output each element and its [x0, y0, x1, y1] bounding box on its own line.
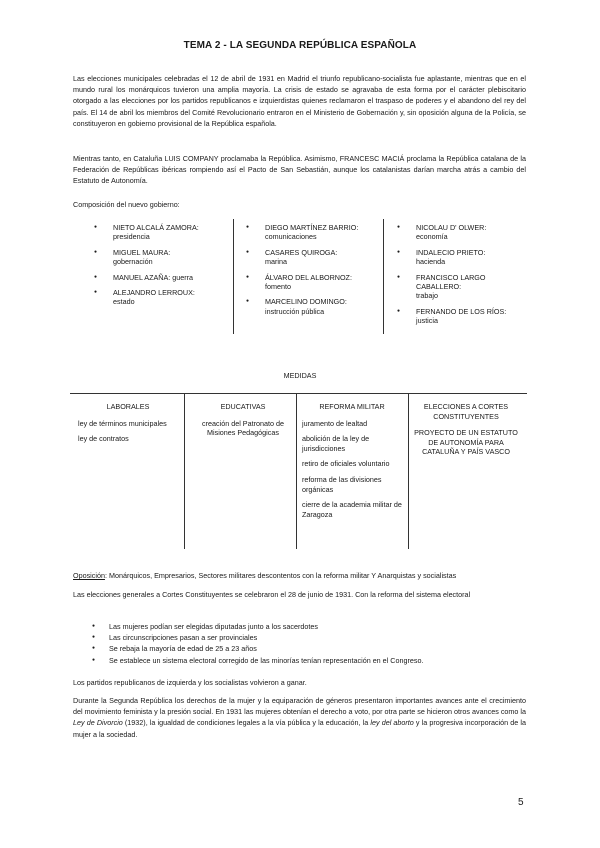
oposicion-text: : Monárquicos, Empresarios, Sectores militares descontentos con la reforma militar Y Anarquistas y socialistas [104, 571, 457, 580]
intro-paragraph: Las elecciones municipales celebradas el 12 de abril de 1931 en Madrid el triunfo republicano-socialista fue aplastante, mientras que en el mundo rural los monárquicos tuvieron una amplia mayoría. La crisis de estado se agravaba de esta forma por el carácter plebiscitario otorgado a las elecciones por los partidos republicanos e izquierdistas quienes reclamaron el traspaso de poderes y el abandono del rey del país. El 14 de abril los miembros del Comité Revolucionario entraron en el Ministerio de Gobernación y, sin oposición alguna de la Policía, se constituyeron en gobierno provisional de la República española. [73, 74, 526, 128]
minister-name: ALEJANDRO LERROUX: [113, 288, 195, 298]
minister-role: marina [265, 257, 287, 267]
medidas-header: REFORMA MILITAR [319, 402, 385, 411]
minister-role: guerra [172, 272, 194, 282]
minister-item [397, 307, 522, 326]
minister-name: DIEGO MARTÍNEZ BARRIO: [265, 223, 359, 232]
minister-name: INDALECIO PRIETO: [416, 247, 486, 257]
oposicion-label: Oposición [73, 571, 105, 580]
minister-name: MIGUEL MAURA: [113, 247, 171, 257]
minister-role: hacienda [416, 257, 446, 267]
medidas-educativas [192, 402, 294, 444]
minister-name: ÁLVARO DEL ALBORNOZ: [265, 272, 352, 282]
ley-aborto: ley del aborto [370, 718, 414, 728]
mujer-text: (1932), la igualdad de condiciones legales a la vía pública y la educación, la [122, 718, 371, 728]
medidas-header: ELECCIONES A CORTES CONSTITUYENTES [423, 402, 509, 421]
minister-role: gobernación [113, 257, 153, 267]
medidas-reforma-militar [302, 402, 402, 525]
gobierno-column-1 [94, 223, 224, 313]
medida-item: reforma de las divisiones orgánicas [302, 474, 382, 494]
medidas-divider [408, 394, 409, 549]
minister-item [94, 223, 224, 242]
minister-role: comunicaciones [265, 232, 317, 242]
medidas-divider [184, 394, 185, 549]
gobierno-column-2 [246, 223, 381, 322]
medidas-divider [296, 394, 297, 549]
minister-item [246, 248, 381, 267]
column-divider [233, 219, 234, 334]
minister-name: NICOLAU D' OLWER: [416, 223, 487, 232]
minister-item [397, 248, 522, 267]
minister-item [94, 288, 224, 307]
medidas-header: EDUCATIVAS [220, 402, 266, 411]
list-item: ● Las circunscripciones pasan a ser provinciales [92, 632, 423, 643]
medida-item: ley de contratos [78, 434, 129, 444]
minister-name: NIETO ALCALÁ ZAMORA: [113, 223, 199, 232]
gobierno-column-3 [397, 223, 522, 332]
mujer-text: Durante la Segunda República los derechos de la mujer y la equiparación de géneros presentaron importantes avances ante el crecimiento del movimiento feminista y la presión social. En 1931 las mujeres obtenían el derecho a voto, por otra parte se hicieron otros avances como la [73, 696, 526, 717]
minister-role: justicia [416, 316, 438, 326]
minister-name: FRANCISCO LARGO CABALLERO: [416, 272, 486, 292]
page-number: 5 [518, 797, 524, 808]
medida-item: juramento de lealtad [302, 418, 368, 428]
list-item: ● Se rebaja la mayoría de edad de 25 a 23 años [92, 643, 423, 654]
minister-item [397, 223, 522, 242]
minister-role: trabajo [416, 291, 438, 301]
minister-role: economía [416, 232, 448, 242]
list-item: ● Las mujeres podían ser elegidas diputadas junto a los sacerdotes [92, 621, 423, 632]
mujer-paragraph [73, 695, 526, 740]
minister-item [397, 273, 522, 301]
list-item: ● Se establece un sistema electoral corregido de las minorías tenían representación en el Congreso. [92, 655, 423, 666]
minister-item [246, 273, 381, 292]
minister-name: FERNANDO DE LOS RÍOS: [416, 306, 507, 316]
elecciones-generales-paragraph: Las elecciones generales a Cortes Constituyentes se celebraron el 28 de junio de 1931. Con la reforma del sistema electoral [73, 590, 471, 599]
minister-item [94, 273, 224, 282]
minister-role: presidencia [113, 232, 150, 242]
catalunya-paragraph: Mientras tanto, en Cataluña LUIS COMPANY proclamaba la República. Asimismo, FRANCESC MACIÁ proclama la República catalana de la Federación de Repúblicas ibéricas rompiendo así el Pacto de San Sebastián, aunque los catalanistas darían marcha atrás a cambio del Estatuto de Autonomía. [73, 154, 526, 186]
reforma-electoral-list [92, 621, 423, 666]
page-title: TEMA 2 - LA SEGUNDA REPÚBLICA ESPAÑOLA [183, 40, 417, 51]
minister-role: estado [113, 297, 135, 307]
column-divider [383, 219, 384, 334]
medida-item: cierre de la academia militar de Zaragoza [302, 500, 402, 519]
medidas-top-rule [70, 393, 527, 394]
medidas-laborales [78, 402, 178, 450]
minister-item [246, 297, 381, 316]
minister-name: MANUEL AZAÑA: [113, 272, 171, 282]
minister-role: fomento [265, 282, 291, 292]
minister-item [94, 248, 224, 267]
medida-item: retiro de oficiales voluntario [302, 459, 390, 469]
mujer-text: y la progresiva incorporación de la mujer a la sociedad. [73, 718, 527, 739]
medidas-title: MEDIDAS [283, 371, 317, 380]
minister-name: MARCELINO DOMINGO: [265, 297, 347, 307]
ley-divorcio: Ley de Divorcio [73, 718, 123, 728]
medida-item: PROYECTO DE UN ESTATUTO DE AUTONOMÍA PARA CATALUÑA Y PAÍS VASCO [414, 428, 518, 457]
medida-item: ley de términos municipales [78, 418, 167, 428]
medidas-header: LABORALES [106, 402, 150, 411]
partidos-paragraph: Los partidos republicanos de izquierda y los socialistas volvieron a ganar. [73, 678, 307, 687]
minister-name: CASARES QUIROGA: [265, 247, 338, 257]
medidas-elecciones [414, 402, 518, 463]
medida-item: abolición de la ley de jurisdicciones [302, 434, 370, 453]
oposicion-line [73, 571, 456, 580]
composicion-label: Composición del nuevo gobierno: [73, 200, 180, 209]
minister-item [246, 223, 381, 242]
minister-role: instrucción pública [265, 306, 325, 316]
medida-item: creación del Patronato de Misiones Pedagógicas [202, 418, 284, 438]
